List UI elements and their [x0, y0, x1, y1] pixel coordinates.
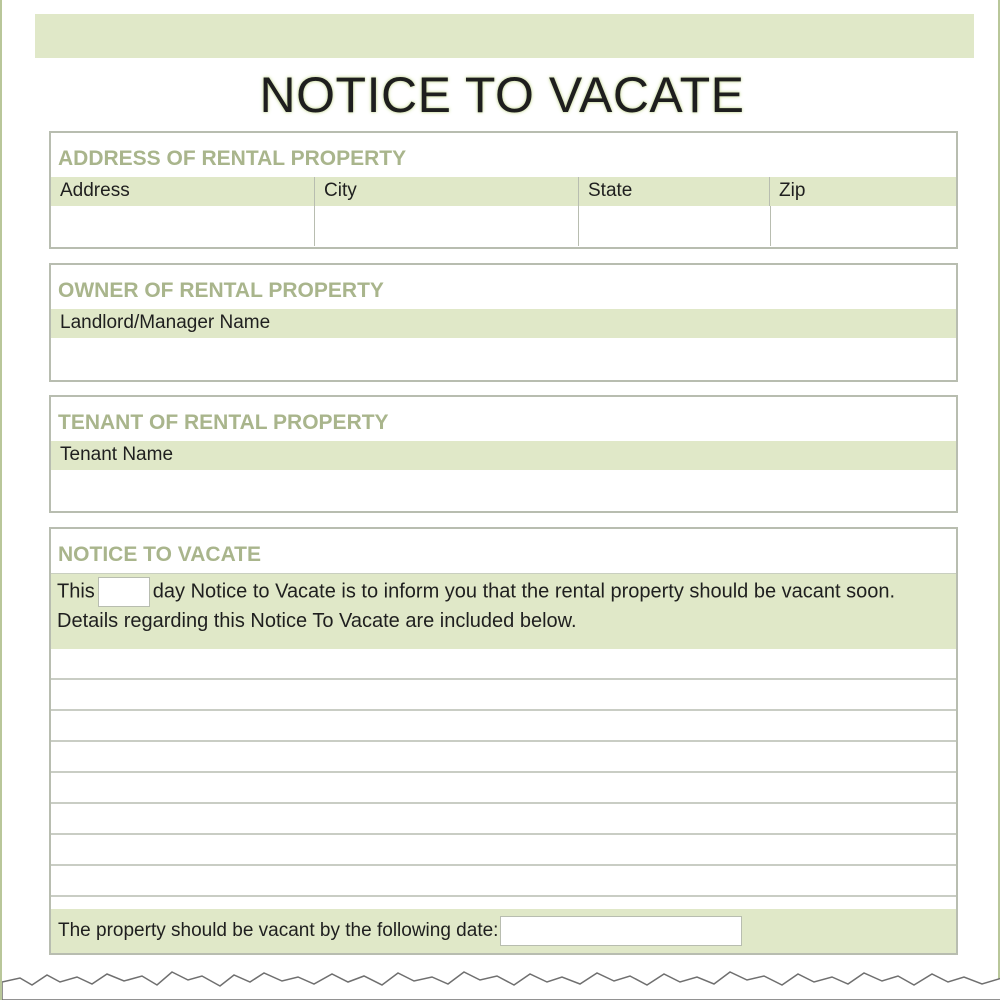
notice-section-heading: NOTICE TO VACATE	[58, 543, 262, 566]
header-band	[35, 14, 974, 58]
details-line[interactable]	[51, 866, 956, 897]
address-section	[49, 131, 958, 249]
owner-section	[49, 263, 958, 382]
owner-label-row	[51, 309, 956, 338]
tenant-section-heading: TENANT OF RENTAL PROPERTY	[58, 411, 389, 434]
address-value-row	[51, 206, 956, 246]
address-label-row	[51, 177, 956, 206]
details-line[interactable]	[51, 742, 956, 773]
vacate-date-row	[51, 909, 956, 953]
details-line[interactable]	[51, 804, 956, 835]
notice-text-box	[51, 573, 956, 649]
details-lines	[51, 649, 956, 926]
state-label: State	[579, 177, 770, 206]
details-line[interactable]	[51, 835, 956, 866]
vacate-date-input[interactable]	[500, 916, 742, 946]
vacate-date-label: The property should be vacant by the following date:	[58, 920, 499, 941]
address-section-heading: ADDRESS OF RENTAL PROPERTY	[58, 147, 407, 170]
notice-text-rest: day Notice to Vacate is to inform you that the rental property should be vacant soon.	[152, 580, 896, 603]
details-line[interactable]	[51, 711, 956, 742]
days-input[interactable]	[98, 577, 150, 607]
owner-section-heading: OWNER OF RENTAL PROPERTY	[58, 279, 384, 302]
tenant-name-field[interactable]	[51, 470, 956, 511]
tenant-name-label: Tenant Name	[60, 444, 174, 465]
notice-text-line2: Details regarding this Notice To Vacate are included below.	[57, 610, 577, 632]
address-field[interactable]	[51, 206, 315, 246]
landlord-name-field[interactable]	[51, 338, 956, 380]
state-field[interactable]	[579, 206, 770, 246]
tenant-section	[49, 395, 958, 513]
details-line[interactable]	[51, 773, 956, 804]
details-line[interactable]	[51, 680, 956, 711]
address-label: Address	[51, 177, 315, 206]
page-title: NOTICE TO VACATE	[259, 67, 745, 123]
details-line[interactable]	[51, 649, 956, 680]
city-label: City	[315, 177, 579, 206]
landlord-name-label: Landlord/Manager Name	[60, 312, 271, 333]
tenant-label-row	[51, 441, 956, 470]
notice-section	[49, 527, 958, 955]
zip-label: Zip	[779, 180, 806, 201]
torn-edge	[2, 960, 1000, 1000]
city-field[interactable]	[315, 206, 579, 246]
notice-text-this: This	[57, 580, 95, 603]
zip-field[interactable]	[771, 206, 956, 246]
